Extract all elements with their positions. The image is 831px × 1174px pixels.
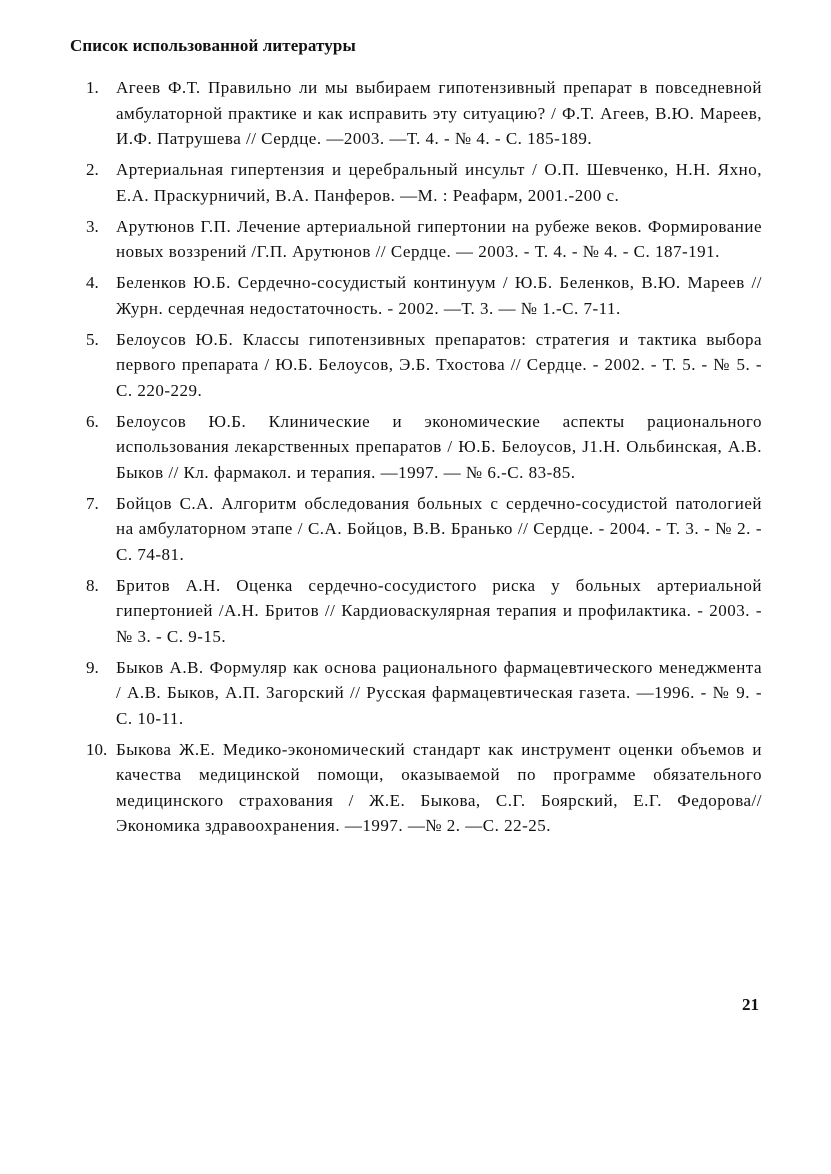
page-title: Список использованной литературы xyxy=(70,36,356,55)
reference-number: 4. xyxy=(86,273,99,292)
reference-text: Арутюнов Г.П. Лечение артериальной гипертонии на рубеже веков. Формирование новых воззрений /Г.П. Арутюнов // Сердце. — 2003. - Т. 4. - № 4. - С. 187-191. xyxy=(116,216,762,261)
reference-number: 5. xyxy=(86,329,99,349)
reference-item xyxy=(86,409,762,486)
reference-number: 9. xyxy=(86,657,99,677)
reference-text: Белоусов Ю.Б. Классы гипотензивных препаратов: стратегия и тактика выбора первого препарата / Ю.Б. Белоусов, Э.Б. Тхостова // Сердце. - 2002. - Т. 5. - № 5. - С. 220-229. xyxy=(116,329,762,400)
reference-text: Белоусов Ю.Б. Клинические и экономические аспекты рационального использования лекарственных препаратов / Ю.Б. Белоусов, J1.Н. Ольбинская, А.В. Быков // Кл. фармакол. и терапия. —1997. — № 6.-С. 83-85. xyxy=(116,411,762,482)
reference-number: 1. xyxy=(86,78,99,97)
reference-item xyxy=(86,655,762,732)
reference-number: 10. xyxy=(86,739,108,759)
reference-number: 8. xyxy=(86,575,99,595)
reference-item xyxy=(86,737,762,839)
reference-number: 3. xyxy=(86,216,99,236)
reference-item xyxy=(86,270,762,321)
reference-item xyxy=(86,75,762,152)
reference-text: Бойцов С.А. Алгоритм обследования больных с сердечно-сосудистой патологией на амбулаторном этапе / С.А. Бойцов, В.В. Бранько // Сердце. - 2004. - Т. 3. - № 2. - С. 74-81. xyxy=(116,493,762,564)
page-number: 21 xyxy=(742,995,759,1014)
reference-text: Артериальная гипертензия и церебральный инсульт / О.П. Шевченко, Н.Н. Яхно, Е.А. Праскурничий, В.А. Панферов. —М. : Реафарм, 2001.-200 с. xyxy=(116,160,762,205)
reference-text: Агеев Ф.Т. Правильно ли мы выбираем гипотензивный препарат в повседневной амбулаторной практике и как исправить эту ситуацию? / Ф.Т. Агеев, В.Ю. Мареев, И.Ф. Патрушева // Сердце. —2003. —Т. 4. - № 4. - С. 185-189. xyxy=(116,78,762,148)
reference-item xyxy=(86,491,762,568)
reference-item xyxy=(86,157,762,208)
reference-item xyxy=(86,573,762,650)
reference-item xyxy=(86,327,762,404)
reference-item xyxy=(86,214,762,265)
reference-list xyxy=(86,75,762,844)
reference-number: 6. xyxy=(86,411,99,431)
reference-number: 7. xyxy=(86,493,99,513)
reference-text: Быкова Ж.Е. Медико-экономический стандарт как инструмент оценки объемов и качества медицинской помощи, оказываемой по программе обязательного медицинского страхования / Ж.Е. Быкова, С.Г. Боярский, Е.Г. Федорова//Экономика здравоохранения. —1997. —№ 2. —С. 22-25. xyxy=(116,739,762,835)
reference-text: Бритов А.Н. Оценка сердечно-сосудистого риска у больных артериальной гипертонией /А.Н. Бритов // Кардиоваскулярная терапия и профилактика. - 2003. - № 3. - С. 9-15. xyxy=(116,575,762,646)
reference-text: Беленков Ю.Б. Сердечно-сосудистый континуум / Ю.Б. Беленков, В.Ю. Мареев // Журн. сердечная недостаточность. - 2002. —Т. 3. — № 1.-С. 7-11. xyxy=(116,273,762,318)
reference-text: Быков А.В. Формуляр как основа рационального фармацевтического менеджмента / А.В. Быков, А.П. Загорский // Русская фармацевтическая газета. —1996. - № 9. - С. 10-11. xyxy=(116,657,762,728)
reference-number: 2. xyxy=(86,160,99,179)
